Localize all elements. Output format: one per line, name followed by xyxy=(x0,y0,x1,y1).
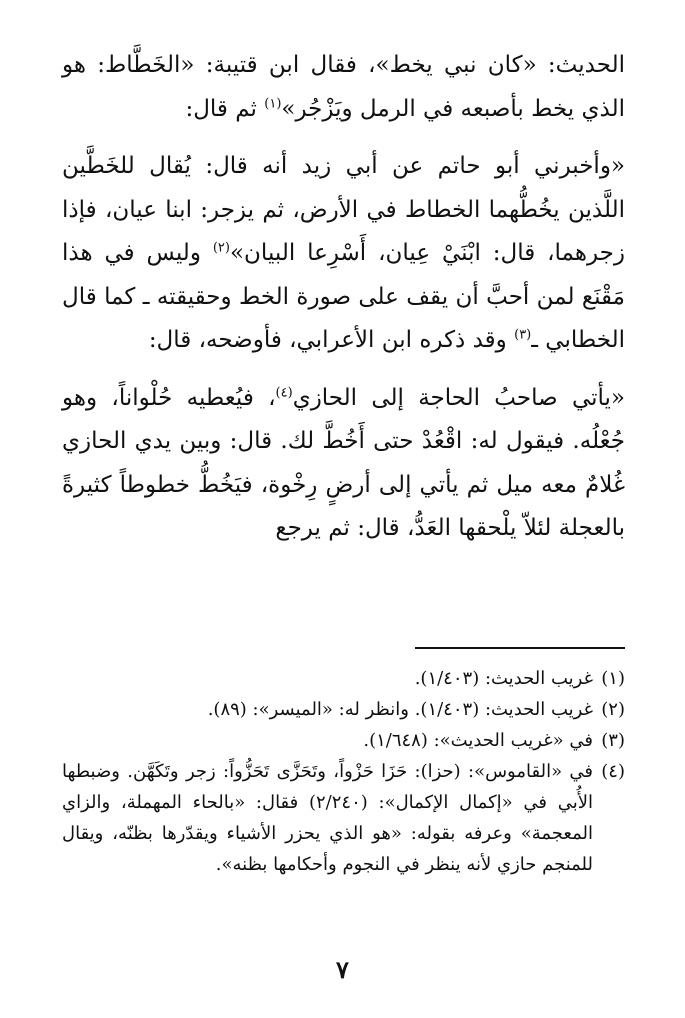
book-page xyxy=(62,44,625,1018)
footnote-item xyxy=(62,725,625,756)
footnote-ref-3: (٣) xyxy=(514,327,532,343)
main-text xyxy=(62,44,625,551)
footnote-item xyxy=(62,756,625,880)
footnote-item xyxy=(62,663,625,694)
footnote-number: (١) xyxy=(601,668,625,689)
footnote-item xyxy=(62,694,625,725)
footnote-text: غريب الحديث: (١/٤٠٣). xyxy=(414,668,593,689)
footnote-text: في «القاموس»: (حزا): حَزَا حَزْواً، وتَحَزَّى تَحَزُّواً: زجر وتَكَهَّن. وضبطها الأُبي في «إكمال الإكمال»: (٢/٢٤٠) فقال: «بالحاء المهملة، والزاي المعجمة» وعرفه بقوله: «هو الذي يحزر الأشياء ويقدّرها بظنّه، ويقال للمنجم حازي لأنه ينظر في النجوم وأحكامها بظنه». xyxy=(62,761,593,875)
paragraph-3 xyxy=(62,377,625,551)
paragraph-1-text-a: الحديث: «كان نبي يخط»، فقال ابن قتيبة: «الخَطَّاط: هو الذي يخط بأصبعه في الرمل ويَزْجُر» xyxy=(62,52,625,122)
footnote-number: (٤) xyxy=(601,761,625,782)
footnote-number: (٣) xyxy=(601,730,625,751)
page-number: ٧ xyxy=(336,955,349,984)
paragraph-2-text-b: وليس في هذا مَقْنَع لمن أحبَّ أن يقف على صورة الخط وحقيقته ـ كما قال الخطابي ـ xyxy=(62,240,625,353)
paragraph-2 xyxy=(62,145,625,363)
footnote-text: غريب الحديث: (١/٤٠٣). وانظر له: «الميسر»: (٨٩). xyxy=(207,699,593,720)
paragraph-2-text-a: «وأخبرني أبو حاتم عن أبي زيد أنه قال: يُقال للخَطَّين اللَّذين يخُطُّهما الخطاط في الأرض، ثم يزجر: ابنا عيان، فإذا زجرهما، قال: ابْنَيْ عِيان، أَسْرِعا البيان» xyxy=(62,153,625,266)
footnote-ref-2: (٢) xyxy=(212,240,230,256)
footnotes-list xyxy=(62,663,625,880)
footnote-ref-4: (٤) xyxy=(275,384,293,400)
footnote-number: (٢) xyxy=(601,699,625,720)
footnote-separator xyxy=(415,647,625,649)
paragraph-3-text-b: ، فيُعطيه حُلْواناً، وهو جُعْلُه. فيقول له: اقْعُدْ حتى أَخُطَّ لك. قال: وبين يدي الحازي غُلامٌ معه ميل ثم يأتي إلى أرضٍ رِخْوة، فيَخُطُّ خطوطاً كثيرةً بالعجلة لئلاّ يلْحقها العَدُّ، قال: ثم يرجع xyxy=(62,384,625,541)
footnote-ref-1: (١) xyxy=(264,95,282,111)
paragraph-1 xyxy=(62,44,625,131)
paragraph-1-text-b: ثم قال: xyxy=(185,95,265,122)
paragraph-3-text-a: «يأتي صاحبُ الحاجة إلى الحازي xyxy=(292,384,625,411)
footnote-text: في «غريب الحديث»: (١/٦٤٨). xyxy=(363,730,593,751)
paragraph-2-text-c: وقد ذكره ابن الأعرابي، فأوضحه، قال: xyxy=(148,327,515,353)
